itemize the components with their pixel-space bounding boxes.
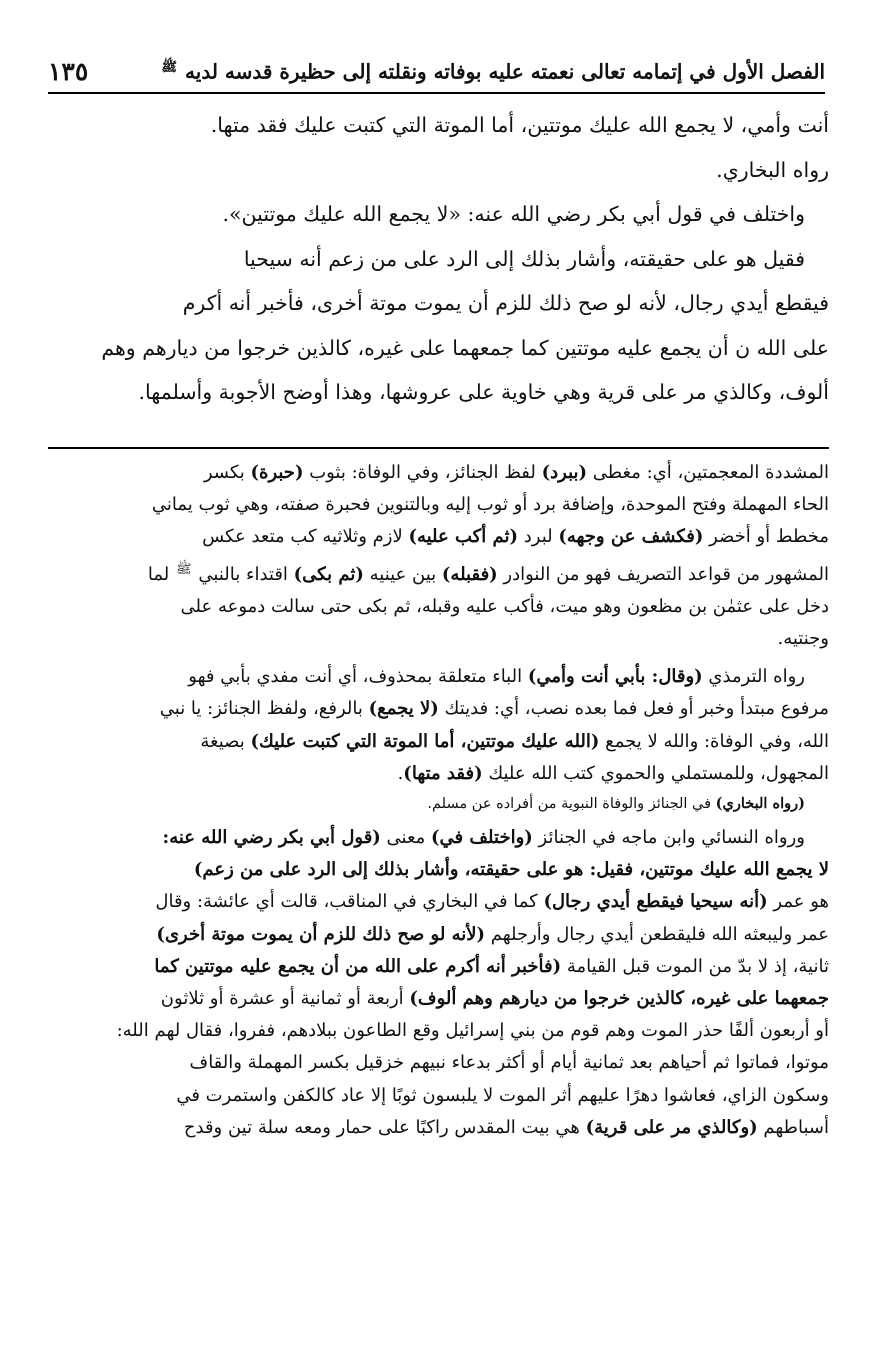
salawat-glyph: ﷺ	[175, 561, 192, 577]
commentary-text: بين عينيه	[363, 563, 442, 585]
commentary-line	[48, 951, 829, 983]
page-number: ١٣٥	[48, 56, 89, 86]
commentary-line	[48, 726, 829, 758]
commentary-quote: (الله عليك موتتين، أما الموتة التي كتبت عليك)	[250, 730, 600, 752]
commentary-line	[48, 521, 829, 553]
commentary-line	[48, 919, 829, 951]
commentary	[48, 457, 829, 1144]
commentary-text: أربعة أو ثمانية أو عشرة أو ثلاثون	[160, 988, 410, 1010]
commentary-line	[48, 790, 829, 818]
commentary-line	[48, 822, 829, 854]
commentary-text: لما	[147, 563, 175, 585]
commentary-quote: (حبرة)	[250, 462, 304, 483]
commentary-quote: (فقد متها)	[403, 762, 483, 784]
main-line: فيقطع أيدي رجال، لأنه لو صح ذلك للزم أن يموت موتة أخرى، فأخبر أنه أكرم	[182, 291, 829, 315]
commentary-text: لفظ الجنائز، وفي الوفاة: بثوب	[303, 462, 542, 483]
commentary-text: عمر وليبعثه الله فليقطعن أيدي رجال وأرجلهم	[485, 923, 829, 945]
commentary-text: لازم وثلاثيه كب متعد عكس	[202, 526, 409, 548]
commentary-quote: (ثم أكب عليه)	[408, 526, 519, 548]
commentary-text: هي بيت المقدس راكبًا على حمار ومعه سلة تين وقدح	[183, 1116, 586, 1138]
commentary-line	[48, 886, 829, 918]
commentary-text: في الجنائز والوفاة النبوية من أفراده عن مسلم.	[427, 796, 716, 813]
commentary-line	[48, 983, 829, 1015]
commentary-text: بكسر	[203, 462, 251, 483]
chapter-title	[160, 59, 825, 84]
commentary-quote: (فأخبر أنه أكرم على الله من أن يجمع عليه موتتين كما	[154, 955, 562, 977]
page-header	[48, 50, 825, 94]
commentary-line: لا يجمع الله عليك موتتين، فقيل: هو على حقيقته، وأشار بذلك إلى الرد على من زعم)	[193, 859, 829, 881]
commentary-line	[48, 693, 829, 725]
commentary-text: ورواه النسائي وابن ماجه في الجنائز	[532, 827, 805, 849]
commentary-text: كما في البخاري في المناقب، قالت أي عائشة: وقال	[155, 891, 544, 913]
commentary-text: الله، وفي الوفاة: والله لا يجمع	[599, 730, 829, 752]
main-line: ألوف، وكالذي مر على قرية وهي خاوية على عروشها، وهذا أوضح الأجوبة وأسلمها.	[138, 380, 829, 404]
salawat-glyph: ﷺ	[161, 59, 178, 75]
commentary-line: أو أربعون ألفًا حذر الموت وهم قوم من بني إسرائيل وقع الطاعون ببلادهم، ففروا، فقال لهم الله:	[116, 1020, 829, 1042]
commentary-text: رواه الترمذي	[702, 666, 805, 688]
commentary-text: المشهور من قواعد التصريف فهو من النوادر	[497, 563, 829, 585]
main-line: على الله ن أن يجمع عليه موتتين كما جمعهما على غيره، كالذين خرجوا من ديارهم وهم	[101, 335, 829, 360]
commentary-line	[48, 661, 829, 693]
commentary-text: اقتداء بالنبي	[192, 563, 294, 585]
commentary-quote: (رواه البخاري)	[715, 795, 805, 813]
commentary-quote: (واختلف في)	[431, 827, 533, 849]
commentary-text: معنى	[380, 827, 432, 849]
commentary-quote: (لأنه لو صح ذلك للزم أن يموت موتة أخرى)	[156, 923, 486, 945]
commentary-quote: جمعهما على غيره، كالذين خرجوا من ديارهم وهم ألوف)	[409, 988, 829, 1010]
commentary-text: المجهول، وللمستملي والحموي كتب الله عليك	[482, 762, 829, 784]
commentary-line: الحاء المهملة وفتح الموحدة، وإضافة برد أو ثوب إليه وبالتنوين فحبرة صفته، وهي ثوب يماني	[151, 494, 829, 516]
commentary-text: .	[397, 762, 404, 784]
commentary-quote: (ببرد)	[541, 462, 588, 483]
commentary-text: هو عمر	[767, 891, 829, 913]
commentary-text: لبرد	[518, 526, 559, 548]
commentary-line: وجنتيه.	[777, 628, 829, 650]
commentary-text: ثانية، إذ لا بدّ من الموت قبل القيامة	[561, 955, 829, 977]
commentary-text: بصيغة	[200, 730, 251, 752]
commentary-text: الباء متعلقة بمحذوف، أي أنت مفدي بأبي فهو	[188, 666, 528, 688]
footnote-separator	[48, 447, 829, 449]
main-text	[48, 103, 829, 415]
commentary-quote: (وقال: بأبي أنت وأمي)	[527, 666, 703, 688]
main-line: أنت وأمي، لا يجمع الله عليك موتتين، أما الموتة التي كتبت عليك فقد متها.	[210, 113, 829, 137]
commentary-line: موتوا، فماتوا ثم أحياهم بعد ثمانية أيام أو أكثر بدعاء نبيهم خزقيل بكسر المهملة والقاف	[189, 1052, 829, 1074]
main-line: رواه البخاري.	[716, 157, 829, 182]
commentary-line	[48, 554, 829, 591]
commentary-quote: (فكشف عن وجهه)	[558, 526, 704, 548]
main-line: واختلف في قول أبي بكر رضي الله عنه: «لا يجمع الله عليك موتتين».	[222, 202, 805, 226]
commentary-text: مخطط أو أخضر	[703, 526, 829, 548]
commentary-quote: (أنه سيحيا فيقطع أيدي رجال)	[543, 891, 768, 913]
commentary-line: وسكون الزاي، فعاشوا دهرًا عليهم أثر الموت لا يلبسون ثوبًا إلا عاد كالكفن واستمرت في	[176, 1084, 829, 1106]
commentary-quote: (فقبله)	[441, 563, 498, 585]
commentary-text: أسباطهم	[757, 1116, 829, 1138]
commentary-quote: (ثم بكى)	[293, 563, 364, 585]
commentary-line: دخل على عثمٰن بن مظعون وهو ميت، فأكب عليه وقبله، ثم بكى حتى سالت دموعه على	[180, 595, 829, 617]
main-line: فقيل هو على حقيقته، وأشار بذلك إلى الرد على من زعم أنه سيحيا	[243, 246, 805, 271]
commentary-text: المشددة المعجمتين، أي: مغطى	[587, 462, 829, 483]
commentary-text: مرفوع مبتدأ وخبر أو فعل فما بعده نصب، أي: فديتك	[438, 698, 829, 720]
commentary-line	[48, 1112, 829, 1144]
commentary-text: بالرفع، ولفظ الجنائز: يا نبي	[159, 698, 369, 720]
commentary-quote: (قول أبي بكر رضي الله عنه:	[162, 827, 381, 849]
chapter-title-text: الفصل الأول في إتمامه تعالى نعمته عليه بوفاته ونقلته إلى حظيرة قدسه لديه	[185, 59, 825, 84]
commentary-line	[48, 758, 829, 790]
commentary-line	[48, 457, 829, 489]
commentary-quote: (لا يجمع)	[368, 698, 439, 720]
commentary-quote: (وكالذي مر على قرية)	[585, 1116, 758, 1138]
